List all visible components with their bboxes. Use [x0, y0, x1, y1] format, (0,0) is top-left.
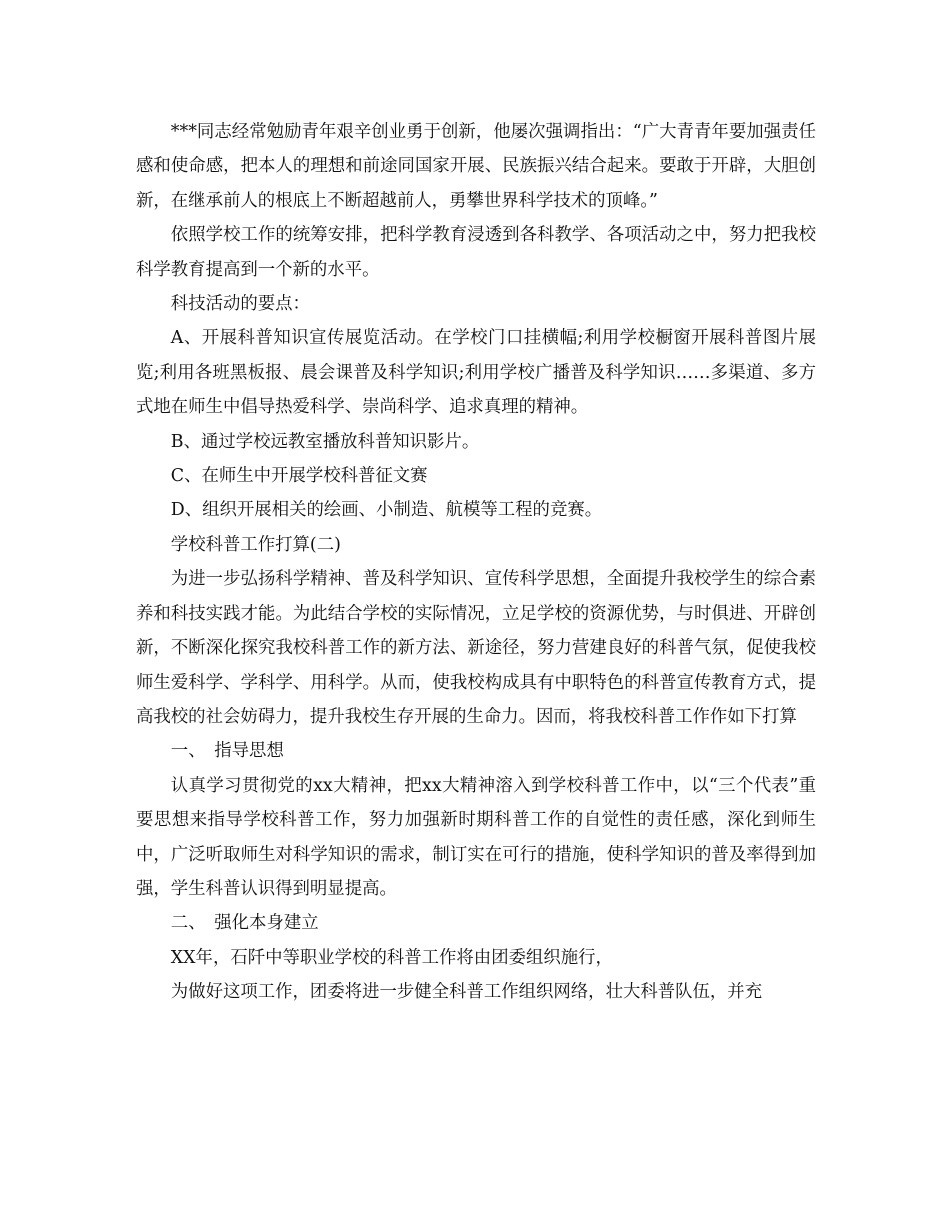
paragraph-item-d: D、组织开展相关的绘画、小制造、航模等工程的竞赛。 [170, 500, 603, 521]
heading-guiding-thought: 一、 指导思想 [170, 741, 284, 762]
document-body [136, 115, 816, 1010]
paragraph-item-b: B、通过学校远教室播放科普知识影片。 [170, 431, 480, 452]
paragraph-plan-intro: 为进一步弘扬科学精神、普及科学知识、宣传科学思想，全面提升我校学生的综合素养和科技实践才能。为此结合学校的实际情况，立足学校的资源优势，与时俱进、开辟创新，不断深化探究我校科普工作的新方法、新途径，努力营建良好的科普气氛，促使我校师生爱科学、学科学、用科学。从而，使我校构成具有中职特色的科普宣传教育方式，提高我校的社会妨碍力，提升我校生存开展的生命力。因而，将我校科普工作作如下打算 [136, 569, 816, 727]
paragraph-school-year: XX年，石阡中等职业学校的科普工作将由团委组织施行， [170, 947, 613, 968]
paragraph-activity-heading: 科技活动的要点： [170, 294, 310, 315]
paragraph-guiding-thought: 认真学习贯彻党的xx大精神，把xx大精神溶入到学校科普工作中，以“三个代表”重要思想来指导学校科普工作，努力加强新时期科普工作的自觉性的责任感，深化到师生中，广泛听取师生对科学知识的需求，制订实在可行的措施，使科学知识的普及率得到加强，学生科普认识得到明显提高。 [136, 775, 816, 899]
paragraph-quote: ***同志经常勉励青年艰辛创业勇于创新，他屡次强调指出：“广大青青年要加强责任感和使命感，把本人的理想和前途同国家开展、民族振兴结合起来。要敢于开辟，大胆创新，在继承前人的根底上不断超越前人，勇攀世界科学技术的顶峰。” [136, 122, 816, 211]
paragraph-network: 为做好这项工作，团委将进一步健全科普工作组织网络，壮大科普队伍，并充 [170, 982, 763, 1003]
paragraph-item-c: C、在师生中开展学校科普征文赛 [170, 466, 428, 487]
paragraph-arrangement: 依照学校工作的统筹安排，把科学教育浸透到各科教学、各项活动之中，努力把我校科学教育提高到一个新的水平。 [136, 225, 816, 280]
heading-self-building: 二、 强化本身建立 [170, 913, 319, 934]
paragraph-item-a: A、开展科普知识宣传展览活动。在学校门口挂横幅;利用学校橱窗开展科普图片展览;利用各班黑板报、晨会课普及科学知识;利用学校广播普及科学知识……多渠道、多方式地在师生中倡导热爱科学、崇尚科学、追求真理的精神。 [136, 328, 816, 418]
section-title-plan-two: 学校科普工作打算(二) [170, 534, 341, 555]
